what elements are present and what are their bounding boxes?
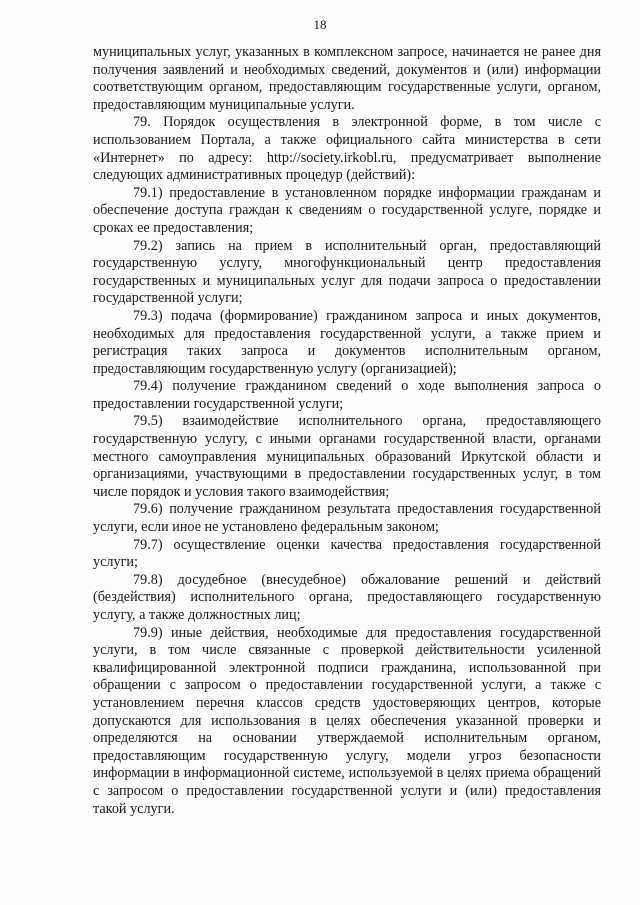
paragraph-79-9: 79.9) иные действия, необходимые для предоставления государственной услуги, в том числе связанные с проверкой действительности усиленной квалифицированной электронной подписи гражданина, использованной при обращении с запросом о предоставлении государственной услуги, а также с установлением перечня классов средств удостоверяющих центров, которые допускаются для использования в целях обеспечения указанной проверки и определяются на основании утверждаемой исполнительным органом, предоставляющим государственную услугу, модели угроз безопасности информации в информационной системе, используемой в целях приема обращений с запросом о предоставлении государственной услуги и (или) предоставления такой услуги. — [93, 624, 601, 817]
paragraph-79-4: 79.4) получение гражданином сведений о ходе выполнения запроса о предоставлении государственной услуги; — [93, 378, 601, 412]
document-body — [93, 44, 601, 818]
paragraph-79-8: 79.8) досудебное (внесудебное) обжалование решений и действий (бездействия) исполнительного органа, предоставляющего государственную услугу, а также должностных лиц; — [93, 571, 601, 623]
page-number: 18 — [313, 17, 327, 32]
paragraph-continuation: муниципальных услуг, указанных в комплексном запросе, начинается не ранее дня получения заявлений и необходимых сведений, документов и (или) информации соответствующим органом, предоставляющим государственные услуги, органом, предоставляющим муниципальные услуги. — [93, 44, 601, 113]
paragraph-79-1: 79.1) предоставление в установленном порядке информации гражданам и обеспечение доступа граждан к сведениям о государственной услуге, порядке и сроках ее предоставления; — [93, 184, 601, 236]
paragraph-79-5: 79.5) взаимодействие исполнительного органа, предоставляющего государственную услугу, с иными органами государственной власти, органами местного самоуправления муниципальных образований Иркутской области и организациями, участвующими в предоставлении государственных услуг, в том числе порядок и условия такого взаимодействия; — [93, 413, 601, 500]
paragraph-79: 79. Порядок осуществления в электронной форме, в том числе с использованием Портала, а также официального сайта министерства в сети «Интернет» по адресу: http://society.irkobl.ru, предусматривает выполнение следующих административных процедур (действий): — [93, 114, 601, 184]
paragraph-79-7: 79.7) осуществление оценки качества предоставления государственной услуги; — [93, 536, 601, 571]
paragraph-79-3: 79.3) подача (формирование) гражданином запроса и иных документов, необходимых для предоставления государственной услуги, а также прием и регистрация таких запроса и документов исполнительным органом, предоставляющим государственную услугу (организацией); — [93, 307, 601, 377]
paragraph-79-6: 79.6) получение гражданином результата предоставления государственной услуги, если иное не установлено федеральным законом; — [93, 501, 601, 536]
paragraph-79-2: 79.2) запись на прием в исполнительный орган, предоставляющий государственную услугу, многофункциональный центр предоставления государственных и муниципальных услуг для подачи запроса о предоставлении государственной услуги; — [93, 237, 601, 307]
